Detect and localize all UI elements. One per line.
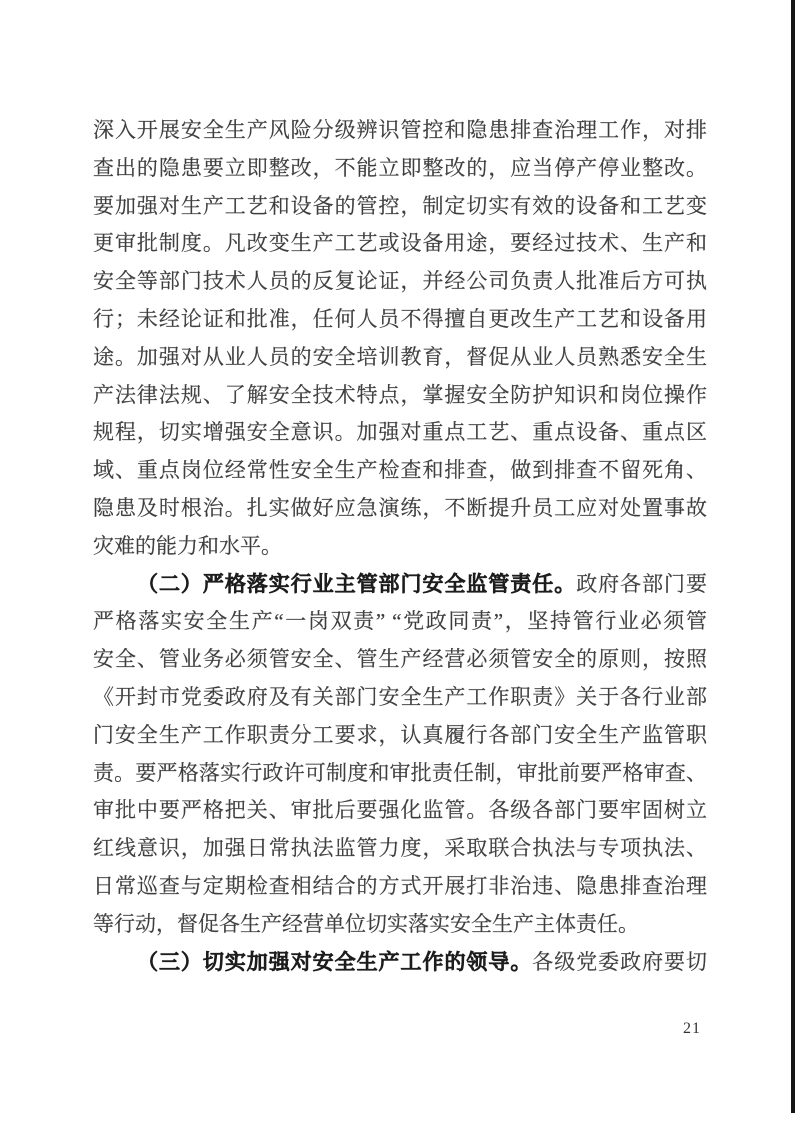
text-line: 安全等部门技术人员的反复论证，并经公司负责人批准后方可执 — [93, 269, 707, 294]
text-line: 审批中要严格把关、审批后要强化监管。各级各部门要牢固树立 — [93, 798, 707, 823]
text-line: 责。要严格落实行政许可制度和审批责任制，审批前要严格审查、 — [93, 760, 707, 785]
text-line: 《开封市党委政府及有关部门安全生产工作职责》关于各行业部 — [93, 684, 707, 709]
text-line: 日常巡查与定期检查相结合的方式开展打非治违、隐患排查治理 — [93, 873, 707, 898]
text-line: 更审批制度。凡改变生产工艺或设备用途，要经过技术、生产和 — [93, 231, 707, 256]
page-number: 21 — [683, 1020, 701, 1037]
text-line: 行；未经论证和批准，任何人员不得擅自更改生产工艺和设备用 — [93, 306, 707, 331]
text-line: 深入开展安全生产风险分级辨识管控和隐患排查治理工作，对排 — [93, 118, 707, 142]
scan-edge-line — [791, 0, 795, 1113]
text-line: 等行动，督促各生产经营单位切实落实安全生产主体责任。 — [93, 911, 639, 936]
text-line: 域、重点岗位经常性安全生产检查和排查，做到排查不留死角、 — [93, 458, 707, 483]
text-lines — [93, 112, 707, 981]
text-line: 途。加强对从业人员的安全培训教育，督促从业人员熟悉安全生 — [93, 344, 707, 369]
text-line: 红线意识，加强日常执法监管力度，采取联合执法与专项执法、 — [93, 836, 707, 861]
text-line: 规程，切实增强安全意识。加强对重点工艺、重点设备、重点区 — [93, 420, 707, 445]
text-line: （三）切实加强对安全生产工作的领导。各级党委政府要切 — [137, 949, 707, 974]
text-line: 要加强对生产工艺和设备的管控，制定切实有效的设备和工艺变 — [93, 193, 707, 218]
text-line: 门安全生产工作职责分工要求，认真履行各部门安全生产监管职 — [93, 722, 707, 747]
section-heading-bold-text: （三）切实加强对安全生产工作的领导。 — [137, 949, 533, 974]
text-line: 产法律法规、了解安全技术特点，掌握安全防护知识和岗位操作 — [93, 382, 707, 407]
text-line: 灾难的能力和水平。 — [93, 533, 282, 558]
section-heading-bold-text: （二）严格落实行业主管部门安全监管责任。 — [137, 571, 577, 596]
text-line: 隐患及时根治。扎实做好应急演练，不断提升员工应对处置事故 — [93, 495, 707, 520]
text-line: 查出的隐患要立即整改，不能立即整改的，应当停产停业整改。 — [93, 155, 707, 180]
text-line: （二）严格落实行业主管部门安全监管责任。政府各部门要 — [137, 571, 707, 596]
text-line: 严格落实安全生产“一岗双责” “党政同责”，坚持管行业必须管 — [93, 609, 707, 634]
text-line: 安全、管业务必须管安全、管生产经营必须管安全的原则，按照 — [93, 647, 707, 672]
